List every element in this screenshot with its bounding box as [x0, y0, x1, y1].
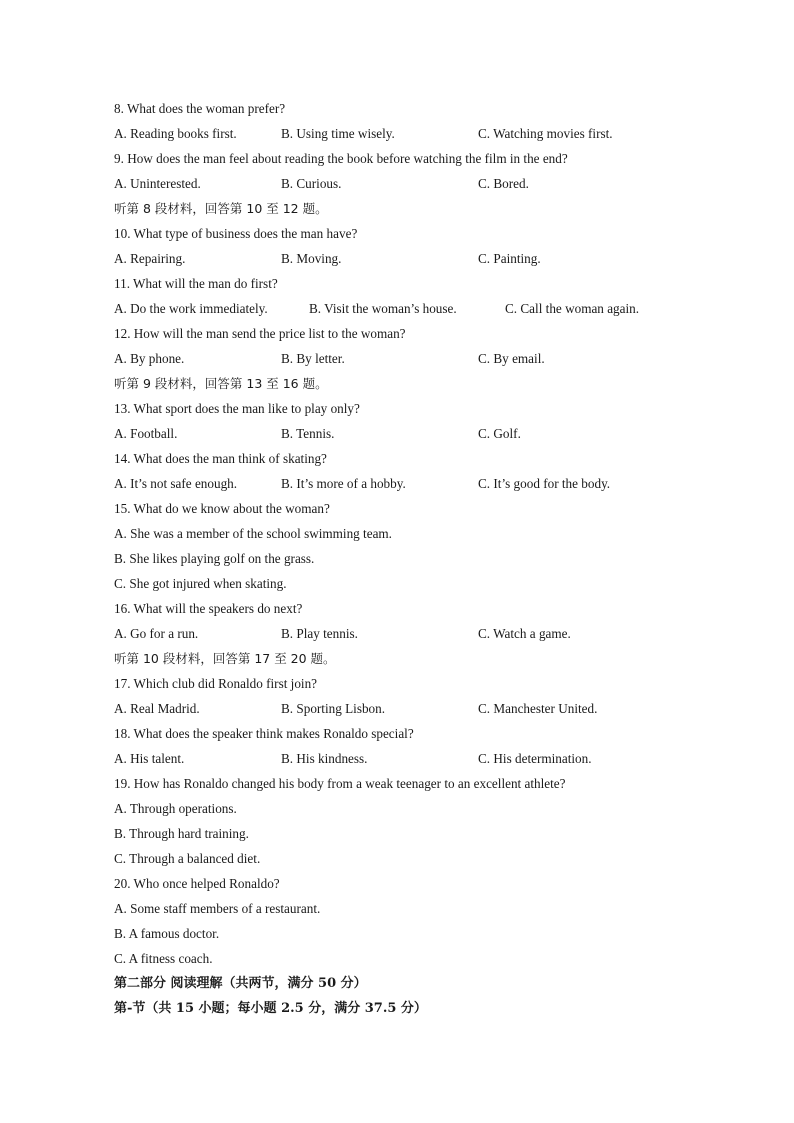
option-17-a: A. Real Madrid. [114, 701, 200, 716]
option-15-a: A. She was a member of the school swimming team. [114, 526, 392, 541]
option-17-c: C. Manchester United. [478, 701, 598, 716]
section-instruction-9: 听第 9 段材料，回答第 13 至 16 题。 [114, 376, 328, 391]
option-8-c: C. Watching movies first. [478, 126, 613, 141]
option-20-c: C. A fitness coach. [114, 951, 213, 966]
option-11-c: C. Call the woman again. [505, 301, 640, 316]
option-15-c: C. She got injured when skating. [114, 576, 287, 591]
option-19-a: A. Through operations. [114, 801, 237, 816]
options-row-18 [114, 750, 714, 775]
option-14-a: A. It’s not safe enough. [114, 476, 238, 491]
option-14-b: B. It’s more of a hobby. [281, 476, 406, 491]
options-row-14 [114, 475, 714, 500]
options-row-13 [114, 425, 714, 450]
option-11-a: A. Do the work immediately. [114, 301, 268, 316]
option-16-b: B. Play tennis. [281, 626, 358, 641]
option-9-a: A. Uninterested. [114, 176, 201, 191]
question-stem-10: 10. What type of business does the man have? [114, 226, 358, 241]
section-instruction-8: 听第 8 段材料，回答第 10 至 12 题。 [114, 201, 328, 216]
option-13-a: A. Football. [114, 426, 178, 441]
question-stem-15: 15. What do we know about the woman? [114, 501, 330, 516]
option-8-a: A. Reading books first. [114, 126, 237, 141]
options-row-8 [114, 125, 714, 150]
question-stem-14: 14. What does the man think of skating? [114, 451, 327, 466]
option-12-c: C. By email. [478, 351, 545, 366]
option-10-b: B. Moving. [281, 251, 342, 266]
section-instruction-10: 听第 10 段材料，回答第 17 至 20 题。 [114, 651, 336, 666]
question-stem-12: 12. How will the man send the price list to the woman? [114, 326, 406, 341]
option-20-a: A. Some staff members of a restaurant. [114, 901, 321, 916]
option-19-c: C. Through a balanced diet. [114, 851, 261, 866]
option-16-c: C. Watch a game. [478, 626, 571, 641]
options-row-16 [114, 625, 714, 650]
option-13-b: B. Tennis. [281, 426, 335, 441]
options-row-12 [114, 350, 714, 375]
question-stem-8: 8. What does the woman prefer? [114, 101, 286, 116]
part-two-heading: 第二部分 阅读理解（共两节，满分 50 分） [114, 976, 367, 991]
subsection-heading: 第-节（共 15 小题；每小题 2.5 分，满分 37.5 分） [114, 1001, 427, 1016]
question-stem-18: 18. What does the speaker think makes Ronaldo special? [114, 726, 414, 741]
question-stem-13: 13. What sport does the man like to play only? [114, 401, 360, 416]
option-18-b: B. His kindness. [281, 751, 368, 766]
options-row-10 [114, 250, 714, 275]
option-12-b: B. By letter. [281, 351, 345, 366]
option-9-c: C. Bored. [478, 176, 529, 191]
option-12-a: A. By phone. [114, 351, 185, 366]
question-stem-19: 19. How has Ronaldo changed his body from a weak teenager to an excellent athlete? [114, 776, 566, 791]
question-stem-16: 16. What will the speakers do next? [114, 601, 303, 616]
question-stem-20: 20. Who once helped Ronaldo? [114, 876, 280, 891]
options-row-17 [114, 700, 714, 725]
option-11-b: B. Visit the woman’s house. [309, 301, 457, 316]
option-10-c: C. Painting. [478, 251, 541, 266]
option-20-b: B. A famous doctor. [114, 926, 220, 941]
option-13-c: C. Golf. [478, 426, 521, 441]
option-14-c: C. It’s good for the body. [478, 476, 611, 491]
options-row-11 [114, 300, 714, 325]
question-stem-11: 11. What will the man do first? [114, 276, 278, 291]
option-19-b: B. Through hard training. [114, 826, 249, 841]
options-row-9 [114, 175, 714, 200]
option-18-a: A. His talent. [114, 751, 185, 766]
option-15-b: B. She likes playing golf on the grass. [114, 551, 315, 566]
option-8-b: B. Using time wisely. [281, 126, 395, 141]
option-18-c: C. His determination. [478, 751, 592, 766]
exam-page [114, 100, 714, 1025]
option-16-a: A. Go for a run. [114, 626, 199, 641]
question-stem-9: 9. How does the man feel about reading the book before watching the film in the end? [114, 151, 568, 166]
option-10-a: A. Repairing. [114, 251, 186, 266]
question-stem-17: 17. Which club did Ronaldo first join? [114, 676, 318, 691]
option-17-b: B. Sporting Lisbon. [281, 701, 386, 716]
option-9-b: B. Curious. [281, 176, 342, 191]
